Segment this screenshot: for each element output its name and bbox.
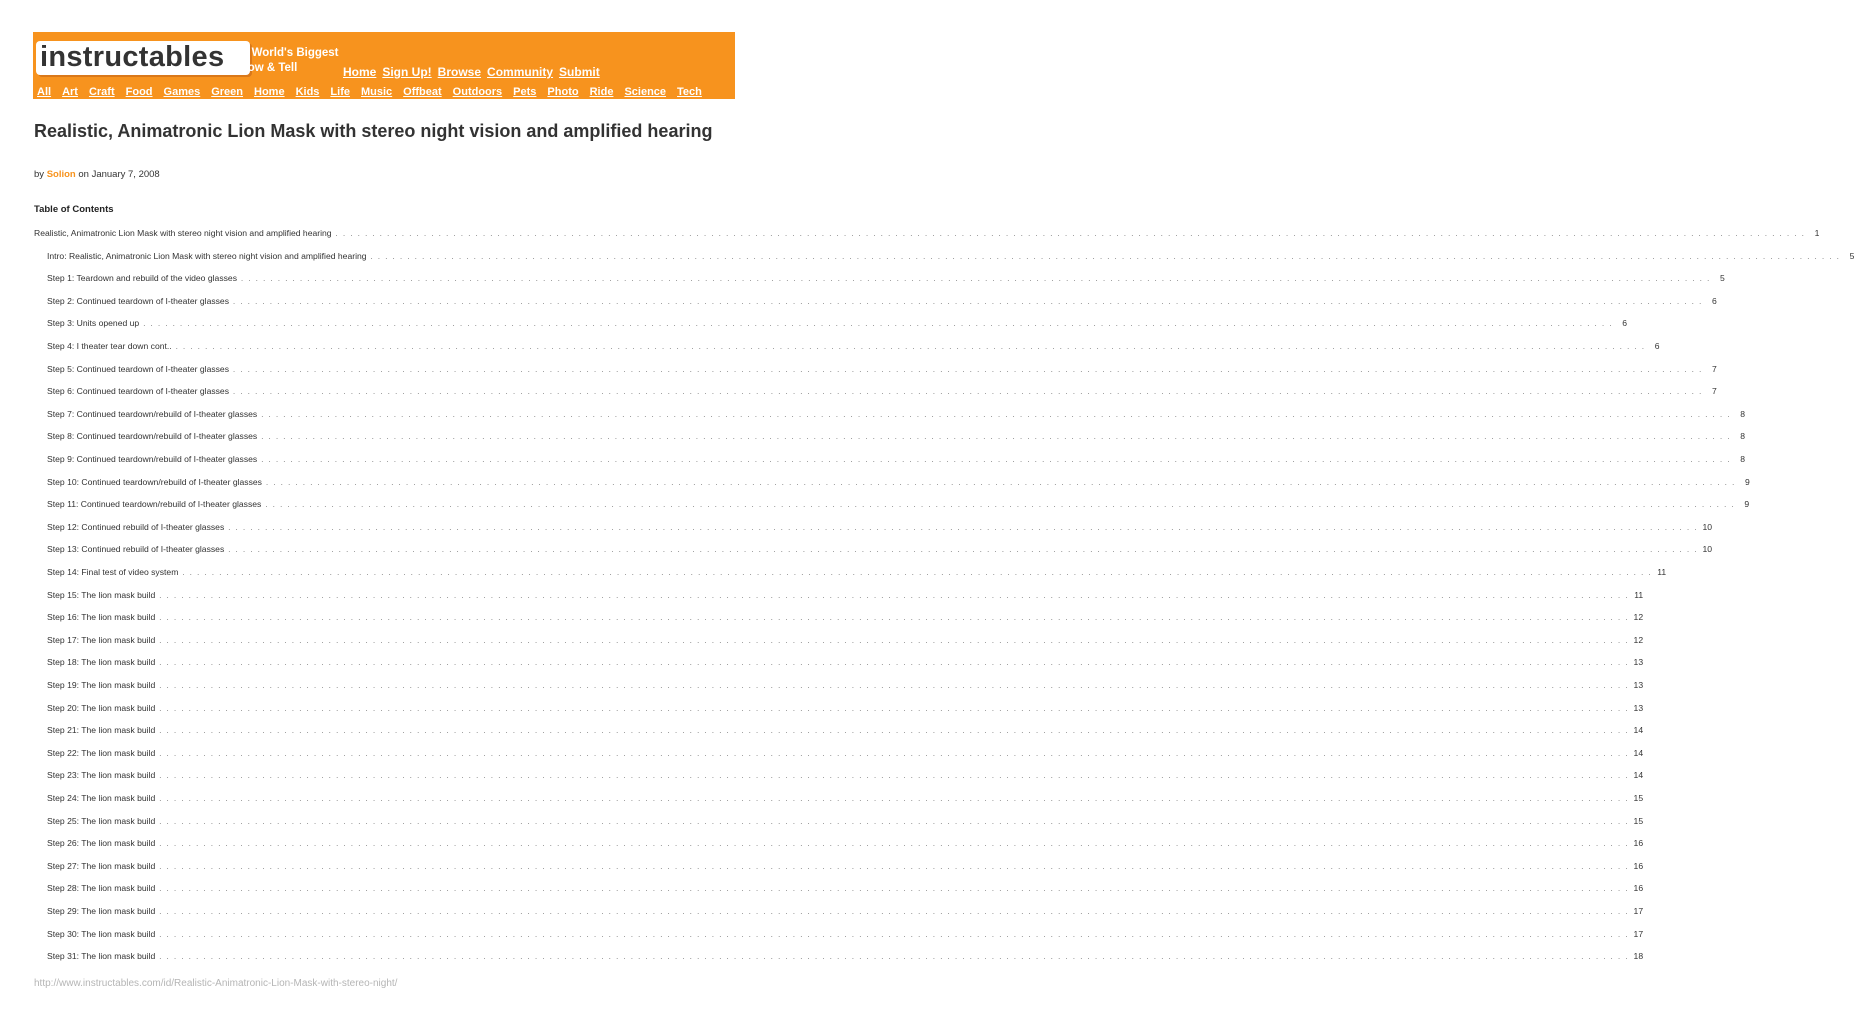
dot-leader: . . . . . . . . . . . . . . . . . . . . . . . . . . . . . . . . . . . . . . . . . . . . . . . . . . . . . . . . . . . . . . . . . . . . . . . . . . . . . . . . . . . . . . . . . . . . . . . . . . . . . . . . . . . . . . . . . . . . . . . . . . . . . . . . . . . . . . . . . . . . . . . . . . . . . . . . . . . . . . . . . . . . . . . . . . . . . . . . . . . . . . . . . . . . . . . . . . . . . . . . bbox=[261, 455, 1732, 464]
toc-row[interactable] bbox=[47, 589, 1644, 604]
category-link[interactable]: Tech bbox=[677, 86, 702, 98]
toc-row[interactable] bbox=[47, 951, 1644, 965]
toc-row[interactable] bbox=[47, 815, 1644, 830]
category-link[interactable]: Ride bbox=[589, 86, 614, 98]
toc-page-number: 6 bbox=[1654, 341, 1660, 351]
toc-page-number: 9 bbox=[1744, 499, 1750, 510]
toc-page-number: 15 bbox=[1633, 815, 1644, 826]
toc-row[interactable] bbox=[47, 567, 1667, 581]
toc-row[interactable] bbox=[47, 544, 1713, 558]
dot-leader: . . . . . . . . . . . . . . . . . . . . . . . . . . . . . . . . . . . . . . . . . . . . . . . . . . . . . . . . . . . . . . . . . . . . . . . . . . . . . . . . . . . . . . . . . . . . . . . . . . . . . . . . . . . . . . . . . . . . . . . . . . . . . . . . . . . . . . . . . . . . . . . . . . . . . . . . . . . . . . . . . . . . . . . . . . . . . . . . . . . . . . . . . . . . . . . . . . . . . . . . bbox=[159, 884, 1630, 894]
toc-page-number: 16 bbox=[1633, 883, 1644, 894]
toc-page-number: 16 bbox=[1633, 838, 1644, 849]
toc-page-number: 18 bbox=[1633, 951, 1644, 962]
toc-page-number: 8 bbox=[1740, 454, 1746, 464]
logo-text: instructables bbox=[40, 41, 225, 73]
dot-leader: . . . . . . . . . . . . . . . . . . . . . . . . . . . . . . . . . . . . . . . . . . . . . . . . . . . . . . . . . . . . . . . . . . . . . . . . . . . . . . . . . . . . . . . . . . . . . . . . . . . . . . . . . . . . . . . . . . . . . . . . . . . . . . . . . . . . . . . . . . . . . . . . . . . . . . . . . . . . . . . . . . . . . . . . . . . . . . . . . . . . . . . . . . . . . . . . . . . . . . . . bbox=[159, 929, 1630, 939]
dot-leader: . . . . . . . . . . . . . . . . . . . . . . . . . . . . . . . . . . . . . . . . . . . . . . . . . . . . . . . . . . . . . . . . . . . . . . . . . . . . . . . . . . . . . . . . . . . . . . . . . . . . . . . . . . . . . . . . . . . . . . . . . . . . . . . . . . . . . . . . . . . . . . . . . . . . . . . . . . . . . . . . . . . . . . . . . . . . . . . . . . . . . . . . . . . . . . . . . . . . . . . . bbox=[233, 387, 1703, 397]
category-link[interactable]: Craft bbox=[88, 86, 115, 98]
toc-row[interactable] bbox=[47, 476, 1750, 491]
toc-page-number: 11 bbox=[1657, 567, 1667, 577]
toc-entry-label: Step 29: The lion mask build bbox=[47, 906, 156, 916]
toc-entry-label: Step 30: The lion mask build bbox=[47, 928, 156, 939]
dot-leader: . . . . . . . . . . . . . . . . . . . . . . . . . . . . . . . . . . . . . . . . . . . . . . . . . . . . . . . . . . . . . . . . . . . . . . . . . . . . . . . . . . . . . . . . . . . . . . . . . . . . . . . . . . . . . . . . . . . . . . . . . . . . . . . . . . . . . . . . . . . . . . . . . . . . . . . . . . . . . . . . . . . . . . . . . . . . . . . . . . . . . . . . . . . . . . . . . . . . . . . . bbox=[159, 839, 1630, 849]
top-nav-link[interactable]: Sign Up! bbox=[382, 65, 432, 79]
toc-entry-label: Intro: Realistic, Animatronic Lion Mask with stereo night vision and amplified hearing bbox=[47, 250, 367, 261]
toc-page-number: 10 bbox=[1702, 544, 1713, 555]
footer-url[interactable]: http://www.instructables.com/id/Realistic-Animatronic-Lion-Mask-with-stereo-night/ bbox=[34, 978, 398, 989]
category-link[interactable]: All bbox=[37, 86, 52, 98]
dot-leader: . . . . . . . . . . . . . . . . . . . . . . . . . . . . . . . . . . . . . . . . . . . . . . . . . . . . . . . . . . . . . . . . . . . . . . . . . . . . . . . . . . . . . . . . . . . . . . . . . . . . . . . . . . . . . . . . . . . . . . . . . . . . . . . . . . . . . . . . . . . . . . . . . . . . . . . . . . . . . . . . . . . . . . . . . . . . . . . . . . . . . . . . . . . . . . . . . . . . . . . . bbox=[182, 568, 1653, 577]
toc-page-number: 6 bbox=[1712, 295, 1717, 306]
toc-row[interactable] bbox=[47, 928, 1644, 943]
toc-page-number: 14 bbox=[1633, 725, 1644, 736]
toc-row[interactable] bbox=[47, 273, 1725, 287]
dot-leader: . . . . . . . . . . . . . . . . . . . . . . . . . . . . . . . . . . . . . . . . . . . . . . . . . . . . . . . . . . . . . . . . . . . . . . . . . . . . . . . . . . . . . . . . . . . . . . . . . . . . . . . . . . . . . . . . . . . . . . . . . . . . . . . . . . . . . . . . . . . . . . . . . . . . . . . . . . . . . . . . . . . . . . . . . . . . . . . . . . . . . . . . . . . . . . . . . . . . . . . . bbox=[159, 861, 1630, 871]
toc-row[interactable] bbox=[47, 725, 1644, 739]
dot-leader: . . . . . . . . . . . . . . . . . . . . . . . . . . . . . . . . . . . . . . . . . . . . . . . . . . . . . . . . . . . . . . . . . . . . . . . . . . . . . . . . . . . . . . . . . . . . . . . . . . . . . . . . . . . . . . . . . . . . . . . . . . . . . . . . . . . . . . . . . . . . . . . . . . . . . . . . . . . . . . . . . . . . . . . . . . . . . . . . . . . . . . . . . . . . . . . . . . . . . . . . bbox=[233, 364, 1703, 374]
toc-page-number: 7 bbox=[1712, 386, 1717, 397]
document-title: Realistic, Animatronic Lion Mask with stereo night vision and amplified hearing bbox=[34, 121, 713, 141]
dot-leader: . . . . . . . . . . . . . . . . . . . . . . . . . . . . . . . . . . . . . . . . . . . . . . . . . . . . . . . . . . . . . . . . . . . . . . . . . . . . . . . . . . . . . . . . . . . . . . . . . . . . . . . . . . . . . . . . . . . . . . . . . . . . . . . . . . . . . . . . . . . . . . . . . . . . . . . . . . . . . . . . . . . . . . . . . . . . . . . . . . . . . . . . . . . . . . . . . . . . . . . . bbox=[159, 590, 1630, 600]
toc-entry-label: Step 9: Continued teardown/rebuild of I-theater glasses bbox=[47, 454, 258, 464]
category-link[interactable]: Music bbox=[360, 86, 393, 98]
dot-leader: . . . . . . . . . . . . . . . . . . . . . . . . . . . . . . . . . . . . . . . . . . . . . . . . . . . . . . . . . . . . . . . . . . . . . . . . . . . . . . . . . . . . . . . . . . . . . . . . . . . . . . . . . . . . . . . . . . . . . . . . . . . . . . . . . . . . . . . . . . . . . . . . . . . . . . . . . . . . . . . . . . . . . . . . . . . . . . . . . . . . . . . . . . . . . . . . . . . . . . . . bbox=[159, 748, 1630, 758]
tagline-line-2: Show & Tell bbox=[233, 62, 298, 74]
toc-entry-label: Realistic, Animatronic Lion Mask with stereo night vision and amplified hearing bbox=[34, 228, 332, 238]
toc-entry-label: Step 27: The lion mask build bbox=[47, 860, 156, 871]
toc-entry-label: Step 25: The lion mask build bbox=[47, 815, 156, 826]
toc-page-number: 16 bbox=[1633, 860, 1644, 871]
toc-entry-label: Step 22: The lion mask build bbox=[47, 747, 156, 758]
toc-page-number: 8 bbox=[1740, 431, 1746, 442]
toc-row[interactable] bbox=[47, 906, 1644, 920]
toc-entry-label: Step 16: The lion mask build bbox=[47, 612, 156, 623]
toc-row[interactable] bbox=[47, 363, 1717, 378]
dot-leader: . . . . . . . . . . . . . . . . . . . . . . . . . . . . . . . . . . . . . . . . . . . . . . . . . . . . . . . . . . . . . . . . . . . . . . . . . . . . . . . . . . . . . . . . . . . . . . . . . . . . . . . . . . . . . . . . . . . . . . . . . . . . . . . . . . . . . . . . . . . . . . . . . . . . . . . . . . . . . . . . . . . . . . . . . . . . . . . . . . . . . . . . . . . . . . . . . . . . . . . . bbox=[175, 342, 1646, 351]
toc-entry-label: Step 20: The lion mask build bbox=[47, 702, 156, 713]
toc-row[interactable] bbox=[47, 657, 1644, 671]
dot-leader: . . . . . . . . . . . . . . . . . . . . . . . . . . . . . . . . . . . . . . . . . . . . . . . . . . . . . . . . . . . . . . . . . . . . . . . . . . . . . . . . . . . . . . . . . . . . . . . . . . . . . . . . . . . . . . . . . . . . . . . . . . . . . . . . . . . . . . . . . . . . . . . . . . . . . . . . . . . . . . . . . . . . . . . . . . . . . . . . . . . . . . . . . . . . . . . . . . . . . . . . bbox=[261, 409, 1732, 419]
toc-page-number: 6 bbox=[1622, 318, 1628, 329]
toc-page-number: 17 bbox=[1633, 906, 1644, 916]
toc-page-number: 10 bbox=[1702, 521, 1713, 532]
toc-row[interactable] bbox=[47, 747, 1644, 762]
category-link[interactable]: Food bbox=[125, 86, 153, 98]
toc-row[interactable] bbox=[47, 860, 1644, 875]
toc-entry-label: Step 8: Continued teardown/rebuild of I-theater glasses bbox=[47, 431, 258, 442]
toc-row[interactable] bbox=[47, 680, 1644, 694]
dot-leader: . . . . . . . . . . . . . . . . . . . . . . . . . . . . . . . . . . . . . . . . . . . . . . . . . . . . . . . . . . . . . . . . . . . . . . . . . . . . . . . . . . . . . . . . . . . . . . . . . . . . . . . . . . . . . . . . . . . . . . . . . . . . . . . . . . . . . . . . . . . . . . . . . . . . . . . . . . . . . . . . . . . . . . . . . . . . . . . . . . . . . . . . . . . . . . . . . . . . . . . . bbox=[159, 635, 1630, 645]
category-link[interactable]: Home bbox=[254, 86, 285, 98]
author-link[interactable]: Solion bbox=[46, 169, 76, 180]
site-header bbox=[33, 32, 735, 99]
category-nav bbox=[37, 82, 713, 100]
toc-entry-label: Step 19: The lion mask build bbox=[47, 680, 156, 690]
category-link[interactable]: Green bbox=[211, 86, 244, 98]
dot-leader: . . . . . . . . . . . . . . . . . . . . . . . . . . . . . . . . . . . . . . . . . . . . . . . . . . . . . . . . . . . . . . . . . . . . . . . . . . . . . . . . . . . . . . . . . . . . . . . . . . . . . . . . . . . . . . . . . . . . . . . . . . . . . . . . . . . . . . . . . . . . . . . . . . . . . . . . . . . . . . . . . . . . . . . . . . . . . . . . . . . . . . . . . . . . . . . . . . . . . . . . bbox=[159, 794, 1630, 803]
toc-page-number: 17 bbox=[1633, 928, 1644, 939]
toc-entry-label: Step 6: Continued teardown of I-theater glasses bbox=[47, 386, 230, 397]
instructables-logo[interactable] bbox=[36, 41, 250, 75]
toc-page-number: 13 bbox=[1633, 657, 1644, 668]
toc-row[interactable] bbox=[47, 318, 1628, 332]
dot-leader: . . . . . . . . . . . . . . . . . . . . . . . . . . . . . . . . . . . . . . . . . . . . . . . . . . . . . . . . . . . . . . . . . . . . . . . . . . . . . . . . . . . . . . . . . . . . . . . . . . . . . . . . . . . . . . . . . . . . . . . . . . . . . . . . . . . . . . . . . . . . . . . . . . . . . . . . . . . . . . . . . . . . . . . . . . . . . . . . . . . . . . . . . . . . . . . . . . . . . . . . bbox=[159, 952, 1630, 962]
toc-entry-label: Step 13: Continued rebuild of I-theater glasses bbox=[47, 544, 225, 555]
category-link[interactable]: Outdoors bbox=[452, 86, 503, 98]
category-link[interactable]: Life bbox=[330, 86, 350, 98]
category-link[interactable]: Pets bbox=[513, 86, 537, 98]
dot-leader: . . . . . . . . . . . . . . . . . . . . . . . . . . . . . . . . . . . . . . . . . . . . . . . . . . . . . . . . . . . . . . . . . . . . . . . . . . . . . . . . . . . . . . . . . . . . . . . . . . . . . . . . . . . . . . . . . . . . . . . . . . . . . . . . . . . . . . . . . . . . . . . . . . . . . . . . . . . . . . . . . . . . . . . . . . . . . . . . . . . . . . . . . . . . . . . . . . . . . . . . bbox=[370, 251, 1841, 261]
tagline-line-1: The World's Biggest bbox=[228, 47, 339, 59]
toc-row[interactable] bbox=[47, 521, 1713, 536]
toc-row[interactable] bbox=[47, 386, 1717, 400]
dot-leader: . . . . . . . . . . . . . . . . . . . . . . . . . . . . . . . . . . . . . . . . . . . . . . . . . . . . . . . . . . . . . . . . . . . . . . . . . . . . . . . . . . . . . . . . . . . . . . . . . . . . . . . . . . . . . . . . . . . . . . . . . . . . . . . . . . . . . . . . . . . . . . . . . . . . . . . . . . . . . . . . . . . . . . . . . . . . . . . . . . . . . . . . . . . . . . . . . . . . . . . . bbox=[159, 658, 1630, 668]
toc-entry-label: Step 10: Continued teardown/rebuild of I-theater glasses bbox=[47, 476, 262, 487]
publish-date: on January 7, 2008 bbox=[78, 169, 160, 180]
toc-page-number: 13 bbox=[1633, 702, 1644, 713]
dot-leader: . . . . . . . . . . . . . . . . . . . . . . . . . . . . . . . . . . . . . . . . . . . . . . . . . . . . . . . . . . . . . . . . . . . . . . . . . . . . . . . . . . . . . . . . . . . . . . . . . . . . . . . . . . . . . . . . . . . . . . . . . . . . . . . . . . . . . . . . . . . . . . . . . . . . . . . . . . . . . . . . . . . . . . . . . . . . . . . . . . . . . . . . . . . . . . . . . . . . . . . . bbox=[159, 726, 1630, 736]
dot-leader: . . . . . . . . . . . . . . . . . . . . . . . . . . . . . . . . . . . . . . . . . . . . . . . . . . . . . . . . . . . . . . . . . . . . . . . . . . . . . . . . . . . . . . . . . . . . . . . . . . . . . . . . . . . . . . . . . . . . . . . . . . . . . . . . . . . . . . . . . . . . . . . . . . . . . . . . . . . . . . . . . . . . . . . . . . . . . . . . . . . . . . . . . . . . . . . . . . . . . . . . bbox=[241, 274, 1711, 284]
toc-entry-label: Step 24: The lion mask build bbox=[47, 793, 156, 803]
category-link[interactable]: Art bbox=[62, 86, 78, 98]
dot-leader: . . . . . . . . . . . . . . . . . . . . . . . . . . . . . . . . . . . . . . . . . . . . . . . . . . . . . . . . . . . . . . . . . . . . . . . . . . . . . . . . . . . . . . . . . . . . . . . . . . . . . . . . . . . . . . . . . . . . . . . . . . . . . . . . . . . . . . . . . . . . . . . . . . . . . . . . . . . . . . . . . . . . . . . . . . . . . . . . . . . . . . . . . . . . . . . . . . . . . . . . bbox=[228, 545, 1699, 555]
dot-leader: . . . . . . . . . . . . . . . . . . . . . . . . . . . . . . . . . . . . . . . . . . . . . . . . . . . . . . . . . . . . . . . . . . . . . . . . . . . . . . . . . . . . . . . . . . . . . . . . . . . . . . . . . . . . . . . . . . . . . . . . . . . . . . . . . . . . . . . . . . . . . . . . . . . . . . . . . . . . . . . . . . . . . . . . . . . . . . . . . . . . . . . . . . . . . . . . . . . . . . . . bbox=[159, 816, 1630, 826]
toc-row[interactable] bbox=[34, 228, 1820, 242]
toc-page-number: 14 bbox=[1633, 770, 1644, 781]
toc-page-number: 11 bbox=[1634, 589, 1644, 600]
toc-entry-label: Step 15: The lion mask build bbox=[47, 589, 156, 600]
toc-page-number: 8 bbox=[1740, 408, 1746, 419]
top-nav-link[interactable]: Browse bbox=[437, 65, 482, 79]
toc-entry-label: Step 18: The lion mask build bbox=[47, 657, 156, 668]
toc-page-number: 7 bbox=[1712, 363, 1717, 374]
toc-row[interactable] bbox=[47, 634, 1644, 649]
toc-heading: Table of Contents bbox=[34, 204, 114, 215]
dot-leader: . . . . . . . . . . . . . . . . . . . . . . . . . . . . . . . . . . . . . . . . . . . . . . . . . . . . . . . . . . . . . . . . . . . . . . . . . . . . . . . . . . . . . . . . . . . . . . . . . . . . . . . . . . . . . . . . . . . . . . . . . . . . . . . . . . . . . . . . . . . . . . . . . . . . . . . . . . . . . . . . . . . . . . . . . . . . . . . . . . . . . . . . . . . . . . . . . . . . . . . . bbox=[159, 703, 1630, 713]
toc-entry-label: Step 2: Continued teardown of I-theater glasses bbox=[47, 295, 230, 306]
toc-entry-label: Step 31: The lion mask build bbox=[47, 951, 156, 962]
dot-leader: . . . . . . . . . . . . . . . . . . . . . . . . . . . . . . . . . . . . . . . . . . . . . . . . . . . . . . . . . . . . . . . . . . . . . . . . . . . . . . . . . . . . . . . . . . . . . . . . . . . . . . . . . . . . . . . . . . . . . . . . . . . . . . . . . . . . . . . . . . . . . . . . . . . . . . . . . . . . . . . . . . . . . . . . . . . . . . . . . . . . . . . . . . . . . . . . . . . . . . . . bbox=[143, 319, 1614, 329]
category-link[interactable]: Science bbox=[624, 86, 667, 98]
toc-entry-label: Step 12: Continued rebuild of I-theater glasses bbox=[47, 521, 225, 532]
top-nav-link[interactable]: Home bbox=[343, 65, 377, 79]
top-nav bbox=[343, 63, 606, 81]
dot-leader: . . . . . . . . . . . . . . . . . . . . . . . . . . . . . . . . . . . . . . . . . . . . . . . . . . . . . . . . . . . . . . . . . . . . . . . . . . . . . . . . . . . . . . . . . . . . . . . . . . . . . . . . . . . . . . . . . . . . . . . . . . . . . . . . . . . . . . . . . . . . . . . . . . . . . . . . . . . . . . . . . . . . . . . . . . . . . . . . . . . . . . . . . . . . . . . . . . . . . . . . bbox=[233, 296, 1703, 306]
toc-row[interactable] bbox=[47, 838, 1644, 852]
byline bbox=[34, 169, 160, 180]
toc-row[interactable] bbox=[47, 499, 1750, 513]
toc-page-number: 12 bbox=[1633, 612, 1644, 623]
top-nav-link[interactable]: Community bbox=[487, 65, 554, 79]
toc-page-number: 12 bbox=[1633, 634, 1644, 645]
toc-entry-label: Step 3: Units opened up bbox=[47, 318, 140, 329]
toc-row[interactable] bbox=[47, 793, 1644, 807]
dot-leader: . . . . . . . . . . . . . . . . . . . . . . . . . . . . . . . . . . . . . . . . . . . . . . . . . . . . . . . . . . . . . . . . . . . . . . . . . . . . . . . . . . . . . . . . . . . . . . . . . . . . . . . . . . . . . . . . . . . . . . . . . . . . . . . . . . . . . . . . . . . . . . . . . . . . . . . . . . . . . . . . . . . . . . . . . . . . . . . . . . . . . . . . . . . . . . . . . . . . . . . . bbox=[261, 432, 1732, 442]
category-link[interactable]: Offbeat bbox=[403, 86, 442, 98]
toc-entry-label: Step 11: Continued teardown/rebuild of I-theater glasses bbox=[47, 499, 262, 510]
toc-row[interactable] bbox=[47, 341, 1660, 355]
toc-entry-label: Step 5: Continued teardown of I-theater glasses bbox=[47, 363, 230, 374]
toc-row[interactable] bbox=[47, 883, 1644, 897]
category-link[interactable]: Photo bbox=[547, 86, 579, 98]
toc-entry-label: Step 23: The lion mask build bbox=[47, 770, 156, 781]
dot-leader: . . . . . . . . . . . . . . . . . . . . . . . . . . . . . . . . . . . . . . . . . . . . . . . . . . . . . . . . . . . . . . . . . . . . . . . . . . . . . . . . . . . . . . . . . . . . . . . . . . . . . . . . . . . . . . . . . . . . . . . . . . . . . . . . . . . . . . . . . . . . . . . . . . . . . . . . . . . . . . . . . . . . . . . . . . . . . . . . . . . . . . . . . . . . . . . . . . . . . . . . bbox=[228, 522, 1699, 532]
category-link[interactable]: Games bbox=[163, 86, 201, 98]
toc-page-number: 13 bbox=[1633, 680, 1644, 690]
dot-leader: . . . . . . . . . . . . . . . . . . . . . . . . . . . . . . . . . . . . . . . . . . . . . . . . . . . . . . . . . . . . . . . . . . . . . . . . . . . . . . . . . . . . . . . . . . . . . . . . . . . . . . . . . . . . . . . . . . . . . . . . . . . . . . . . . . . . . . . . . . . . . . . . . . . . . . . . . . . . . . . . . . . . . . . . . . . . . . . . . . . . . . . . . . . . . . . . . . . . . . . . bbox=[265, 477, 1736, 487]
dot-leader: . . . . . . . . . . . . . . . . . . . . . . . . . . . . . . . . . . . . . . . . . . . . . . . . . . . . . . . . . . . . . . . . . . . . . . . . . . . . . . . . . . . . . . . . . . . . . . . . . . . . . . . . . . . . . . . . . . . . . . . . . . . . . . . . . . . . . . . . . . . . . . . . . . . . . . . . . . . . . . . . . . . . . . . . . . . . . . . . . . . . . . . . . . . . . . . . . . . . . . . . bbox=[159, 907, 1630, 916]
top-nav-link[interactable]: Submit bbox=[559, 65, 600, 79]
toc-entry-label: Step 28: The lion mask build bbox=[47, 883, 156, 894]
toc-page-number: 1 bbox=[1814, 228, 1820, 238]
by-prefix: by bbox=[34, 169, 45, 180]
category-link[interactable]: Kids bbox=[295, 86, 320, 98]
toc-row[interactable] bbox=[47, 612, 1644, 626]
toc-page-number: 9 bbox=[1745, 476, 1750, 487]
toc-page-number: 14 bbox=[1633, 747, 1644, 758]
toc-row[interactable] bbox=[47, 250, 1854, 265]
dot-leader: . . . . . . . . . . . . . . . . . . . . . . . . . . . . . . . . . . . . . . . . . . . . . . . . . . . . . . . . . . . . . . . . . . . . . . . . . . . . . . . . . . . . . . . . . . . . . . . . . . . . . . . . . . . . . . . . . . . . . . . . . . . . . . . . . . . . . . . . . . . . . . . . . . . . . . . . . . . . . . . . . . . . . . . . . . . . . . . . . . . . . . . . . . . . . . . . . . . . . . . . bbox=[335, 229, 1806, 238]
toc-page-number: 5 bbox=[1720, 273, 1725, 284]
dot-leader: . . . . . . . . . . . . . . . . . . . . . . . . . . . . . . . . . . . . . . . . . . . . . . . . . . . . . . . . . . . . . . . . . . . . . . . . . . . . . . . . . . . . . . . . . . . . . . . . . . . . . . . . . . . . . . . . . . . . . . . . . . . . . . . . . . . . . . . . . . . . . . . . . . . . . . . . . . . . . . . . . . . . . . . . . . . . . . . . . . . . . . . . . . . . . . . . . . . . . . . . bbox=[159, 613, 1630, 623]
toc-page-number: 15 bbox=[1633, 793, 1644, 803]
dot-leader: . . . . . . . . . . . . . . . . . . . . . . . . . . . . . . . . . . . . . . . . . . . . . . . . . . . . . . . . . . . . . . . . . . . . . . . . . . . . . . . . . . . . . . . . . . . . . . . . . . . . . . . . . . . . . . . . . . . . . . . . . . . . . . . . . . . . . . . . . . . . . . . . . . . . . . . . . . . . . . . . . . . . . . . . . . . . . . . . . . . . . . . . . . . . . . . . . . . . . . . . bbox=[159, 771, 1630, 781]
toc-row[interactable] bbox=[47, 702, 1644, 717]
toc-row[interactable] bbox=[47, 770, 1644, 784]
toc-row[interactable] bbox=[47, 295, 1717, 310]
toc-row[interactable] bbox=[47, 454, 1746, 468]
toc-entry-label: Step 14: Final test of video system bbox=[47, 567, 179, 577]
toc-entry-label: Step 7: Continued teardown/rebuild of I-theater glasses bbox=[47, 408, 258, 419]
toc-entry-label: Step 26: The lion mask build bbox=[47, 838, 156, 849]
toc-row[interactable] bbox=[47, 431, 1746, 445]
toc-entry-label: Step 21: The lion mask build bbox=[47, 725, 156, 736]
toc-entry-label: Step 1: Teardown and rebuild of the video glasses bbox=[47, 273, 237, 284]
toc-page-number: 5 bbox=[1849, 250, 1854, 261]
dot-leader: . . . . . . . . . . . . . . . . . . . . . . . . . . . . . . . . . . . . . . . . . . . . . . . . . . . . . . . . . . . . . . . . . . . . . . . . . . . . . . . . . . . . . . . . . . . . . . . . . . . . . . . . . . . . . . . . . . . . . . . . . . . . . . . . . . . . . . . . . . . . . . . . . . . . . . . . . . . . . . . . . . . . . . . . . . . . . . . . . . . . . . . . . . . . . . . . . . . . . . . . bbox=[265, 500, 1736, 510]
toc-row[interactable] bbox=[47, 408, 1746, 423]
dot-leader: . . . . . . . . . . . . . . . . . . . . . . . . . . . . . . . . . . . . . . . . . . . . . . . . . . . . . . . . . . . . . . . . . . . . . . . . . . . . . . . . . . . . . . . . . . . . . . . . . . . . . . . . . . . . . . . . . . . . . . . . . . . . . . . . . . . . . . . . . . . . . . . . . . . . . . . . . . . . . . . . . . . . . . . . . . . . . . . . . . . . . . . . . . . . . . . . . . . . . . . . bbox=[159, 681, 1630, 690]
toc-entry-label: Step 4: I theater tear down cont.. bbox=[47, 341, 172, 351]
toc-entry-label: Step 17: The lion mask build bbox=[47, 634, 156, 645]
